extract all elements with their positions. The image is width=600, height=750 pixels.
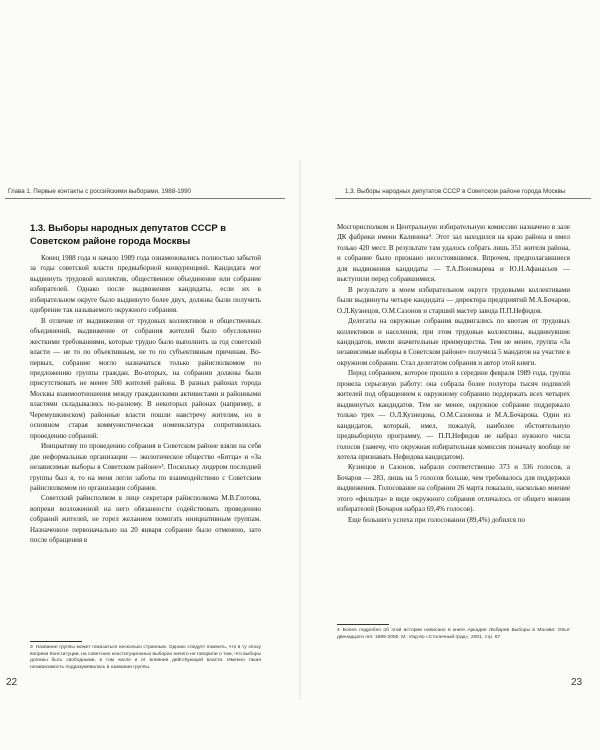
footnote-text: Название группы может показаться несколько странным. Однако следует помнить, что в ту эпоху вопреки Конституции, на советских конституционных выборах ничего не говорили о том, что выборы должны быть свободными, в том числе и от влияния действующей власти. Именно такая независимость подразумевалась в названии группы. [30,645,261,670]
right-body-text [337,222,570,525]
right-page-number: 23 [571,677,583,688]
right-running-header: 1.3. Выборы народных депутатов СССР в Советском районе города Москвы [345,188,566,195]
section-title: 1.3. Выборы народных депутатов СССР в Советском районе города Москвы [30,222,226,246]
paragraph: Мосгорисполком и Центральную избирательную комиссию назначено в зале ДК фабрики имени Калинина⁴. Этот зал находился на краю района и имел только 420 мест. В результате там удалось собрать лишь 351 жителя района, и собрание было признано несостоявшимся. Впрочем, предполагавшиеся для выдвижения кандидаты — Т.А.Пономарева и Ю.Н.Афанасьев — выступили перед собравшимися. [337,223,570,284]
footnote-text: Более подробно об этой истории написано в книге Аркадия Любарев Выборы в Москве: Опыт двенадцати лет. 1989-2000. М.: Изд-во «Столичный град», 2001, стр. 67 [337,628,570,640]
left-page [0,0,299,750]
paragraph: В отличие от выдвижения от трудовых коллективов и общественных объединений, выдвижение от собрания жителей было обусловлено жесткими требованиями, которые трудно было выполнить за год советской власти — не то по объективным, не то по субъективным причинам. Во-первых, собрание могло назначаться только райисполкомом по предложению группы граждан. Во-вторых, на собрании должны были присутствовать не менее 500 жителей района. В разных районах города Москвы взаимоотношения между гражданскими активистами и районными властями складывались по-разному. В некоторых районах (например, в Черемушкинском) районные власти пошли навстречу жителям, но в основном старая коммунистическая номенклатура сопротивлялась проведению собраний. [30,316,261,440]
paragraph: Инициативу по проведению собрания в Советском районе взяли на себя две неформальные организации — экологическое общество «Битца» и «За независимые выборы в Советском районе»³. Поскольку лидером последней группы был я, то на меня легли заботы по взаимодействию с Советским райисполкомом по организации собрания. [30,442,261,492]
right-footnote [337,628,570,641]
left-body-text [30,253,261,546]
paragraph: Еще большего успеха при голосовании (89,4%) добился по [348,515,526,524]
left-footnote [30,645,261,671]
paragraph: Делегаты на окружные собрания выдвигались по квотам от трудовых коллективов и населения, при этом трудовые коллективы, выдвинувшие кандидатов, имели значительные преимущества. Тем не менее, группа «За независимые выборы в Советском районе» получила 5 мандатов на участие в окружном собрании. Стал делегатом собрания и автор этой книги. [337,317,570,367]
left-running-header: Глава 1. Первые контакты с российскими выборами, 1988-1990 [8,188,191,195]
paragraph: Перед собранием, которое прошло в середине февраля 1989 года, группа провела серьезную работу: она собрала более полутора тысяч подписей жителей под обращением к окружному собранию поддержать всех четырех выдвинутых кандидатов. Тем не менее, окружное собрание поддержало только трех — О.Л.Кузнецова, О.М.Сазонова и М.А.Бочарова. Один из кандидатов, который, имел, пожалуй, наиболее обстоятельную предвыборную программу, — П.П.Нефидов не набрал нужного числа голосов (замечу, что окружная избирательная комиссия поначалу вообще не хотела признавать Нефидова кандидатом). [337,369,570,461]
right-footnote-rule [337,624,389,625]
footnote-number: 3 [30,645,33,650]
paragraph: Советский райисполком в лице секретаря райисполкома М.В.Глотова, вопреки возложенной на него обязанности содействовать проведению собраний жителей, не горел желанием помогать инициативным группам. Назначенное первоначально на 20 января собрание было отменено, зато после обращения в [30,494,261,545]
right-page [301,0,600,750]
footnote-number: 4 [337,628,340,633]
paragraph: В результате в моем избирательном округе трудовыми коллективами были выдвинуты четыре кандидата — директора предприятий М.А.Бочаров, О.Л.Кузнецов, О.М.Сазонов и старший мастер завода П.П.Нефидов. [337,285,570,315]
paragraph: Конец 1988 года и начало 1989 года ознаменовались полностью забытой за годы советской власти предвыборной конкуренцией. Кандидата мог выдвинуть трудовой коллектив, общественное объединение или собрание избирателей. Однако после выдвижения кандидаты, если их в избирательном округе было выдвинуто более двух, должны были получить одобрение так называемого окружного собрания. [30,254,261,315]
left-footnote-rule [30,641,82,642]
left-page-number: 22 [6,677,18,688]
right-header-rule [335,198,591,199]
left-header-rule [5,198,285,199]
paragraph: Кузнецов и Сазонов, набрали соответственно 373 и 336 голосов, а Бочаров — 283, лишь на 5 голосов больше, чем требовалось для поддержки выдвижения. Голосование на собрании 26 марта показало, насколько мнение этого «фильтра» в виде окружного собрания отличалось от общего мнения избирателей (Бочаров набрал 69,4% голосов). [337,463,570,514]
